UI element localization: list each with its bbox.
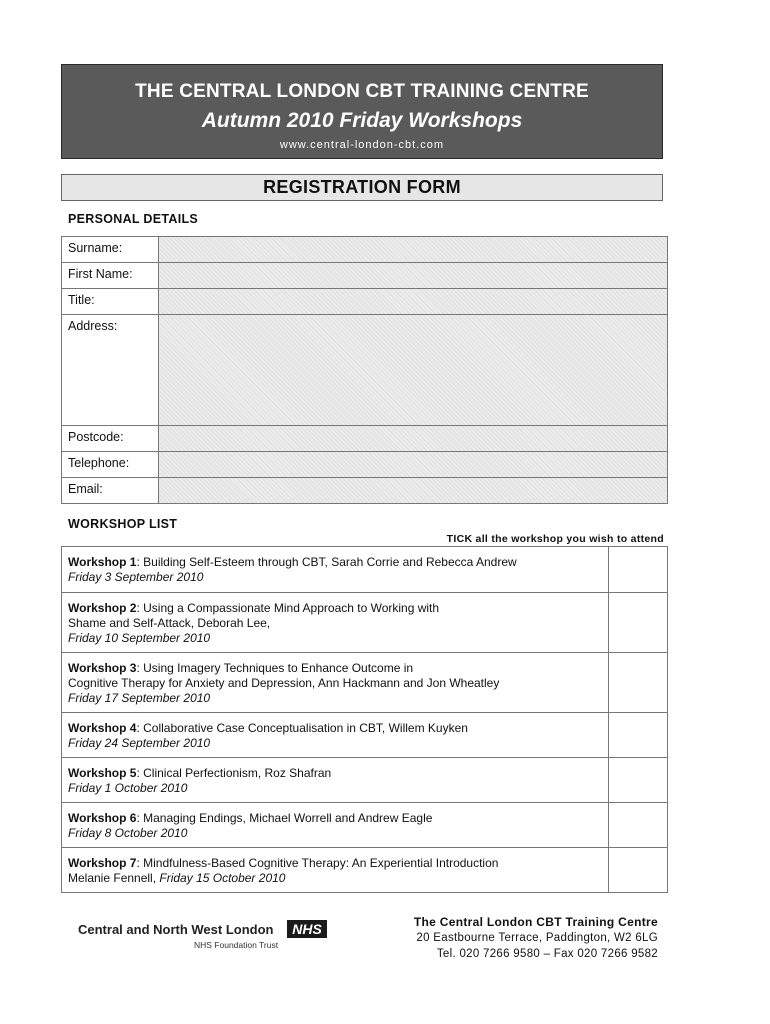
workshop-title: : Using a Compassionate Mind Approach to Working with	[136, 601, 440, 615]
workshop-date: Friday 15 October 2010	[159, 871, 286, 885]
first-name-field[interactable]	[159, 263, 668, 289]
workshop-row	[62, 653, 668, 713]
workshop-description	[62, 547, 609, 593]
workshop-name: Workshop 4	[68, 721, 137, 735]
centre-name: The Central London CBT Training Centre	[413, 915, 658, 929]
postcode-row	[62, 426, 668, 452]
workshop-description	[62, 593, 609, 653]
workshop-title: : Managing Endings, Michael Worrell and Andrew Eagle	[136, 811, 433, 825]
workshop-description	[62, 848, 609, 893]
telephone-field[interactable]	[159, 452, 668, 478]
workshop-name: Workshop 7	[68, 856, 137, 870]
trust-subtitle: NHS Foundation Trust	[194, 940, 279, 950]
workshop-name: Workshop 2	[68, 601, 137, 615]
postal-address: 20 Eastbourne Terrace, Paddington, W2 6LG	[416, 932, 658, 944]
workshop-description	[62, 653, 609, 713]
workshop-row	[62, 848, 668, 893]
workshop-5-tick-box[interactable]	[609, 758, 668, 803]
contact-block	[414, 914, 658, 962]
organisation-name: THE CENTRAL LONDON CBT TRAINING CENTRE	[135, 81, 589, 102]
workshop-table	[61, 546, 668, 893]
workshop-title-continued: Cognitive Therapy for Anxiety and Depression, Ann Hackmann and Jon Wheatley	[68, 676, 500, 690]
workshop-2-tick-box[interactable]	[609, 593, 668, 653]
title-field[interactable]	[159, 289, 668, 315]
address-label: Address:	[62, 315, 159, 426]
workshop-name: Workshop 6	[68, 811, 137, 825]
workshop-description	[62, 758, 609, 803]
postcode-label: Postcode:	[62, 426, 159, 452]
nhs-trust-logo	[78, 918, 338, 954]
workshop-title: : Clinical Perfectionism, Roz Shafran	[136, 766, 332, 780]
tick-instruction: TICK all the workshop you wish to attend	[446, 533, 664, 545]
workshop-1-tick-box[interactable]	[609, 547, 668, 593]
workshop-date: Friday 8 October 2010	[68, 826, 188, 840]
first-name-row	[62, 263, 668, 289]
workshop-row	[62, 803, 668, 848]
email-row	[62, 478, 668, 504]
workshop-name: Workshop 5	[68, 766, 137, 780]
workshop-4-tick-box[interactable]	[609, 713, 668, 758]
form-title: REGISTRATION FORM	[61, 174, 663, 201]
trust-name: Central and North West London	[78, 922, 274, 937]
email-field[interactable]	[159, 478, 668, 504]
postcode-field[interactable]	[159, 426, 668, 452]
website-url: www.central-london-cbt.com	[279, 139, 445, 151]
title-row	[62, 289, 668, 315]
workshop-description	[62, 713, 609, 758]
workshop-date: Friday 3 September 2010	[68, 570, 204, 584]
surname-label: Surname:	[62, 237, 159, 263]
workshop-description	[62, 803, 609, 848]
telephone-label: Telephone:	[62, 452, 159, 478]
surname-field[interactable]	[159, 237, 668, 263]
workshop-date: Friday 17 September 2010	[68, 691, 211, 705]
workshop-name: Workshop 1	[68, 555, 137, 569]
email-label: Email:	[62, 478, 159, 504]
workshop-title: : Mindfulness-Based Cognitive Therapy: An Experiential Introduction	[136, 856, 499, 870]
workshop-row	[62, 593, 668, 653]
workshop-series-title: Autumn 2010 Friday Workshops	[201, 109, 523, 132]
personal-details-heading: PERSONAL DETAILS	[68, 212, 199, 226]
phone-fax: Tel. 020 7266 9580 – Fax 020 7266 9582	[436, 948, 658, 960]
title-label: Title:	[62, 289, 159, 315]
workshop-6-tick-box[interactable]	[609, 803, 668, 848]
nhs-badge-icon: NHS	[287, 920, 327, 938]
first-name-label: First Name:	[62, 263, 159, 289]
workshop-title: : Collaborative Case Conceptualisation in CBT, Willem Kuyken	[136, 721, 468, 735]
workshop-7-tick-box[interactable]	[609, 848, 668, 893]
personal-details-table	[61, 236, 668, 504]
workshop-row	[62, 713, 668, 758]
workshop-presenter: Melanie Fennell,	[68, 871, 160, 885]
telephone-row	[62, 452, 668, 478]
workshop-row	[62, 758, 668, 803]
workshop-list-heading: WORKSHOP LIST	[68, 517, 178, 531]
workshop-row	[62, 547, 668, 593]
workshop-title: : Using Imagery Techniques to Enhance Outcome in	[136, 661, 414, 675]
workshop-name: Workshop 3	[68, 661, 137, 675]
workshop-3-tick-box[interactable]	[609, 653, 668, 713]
address-row	[62, 315, 668, 426]
workshop-date: Friday 1 October 2010	[68, 781, 188, 795]
header-banner	[61, 64, 663, 159]
workshop-date: Friday 10 September 2010	[68, 631, 211, 645]
workshop-date: Friday 24 September 2010	[68, 736, 211, 750]
workshop-title: : Building Self-Esteem through CBT, Sarah Corrie and Rebecca Andrew	[136, 555, 517, 569]
workshop-title-continued: Shame and Self-Attack, Deborah Lee,	[68, 616, 271, 630]
surname-row	[62, 237, 668, 263]
address-field[interactable]	[159, 315, 668, 426]
